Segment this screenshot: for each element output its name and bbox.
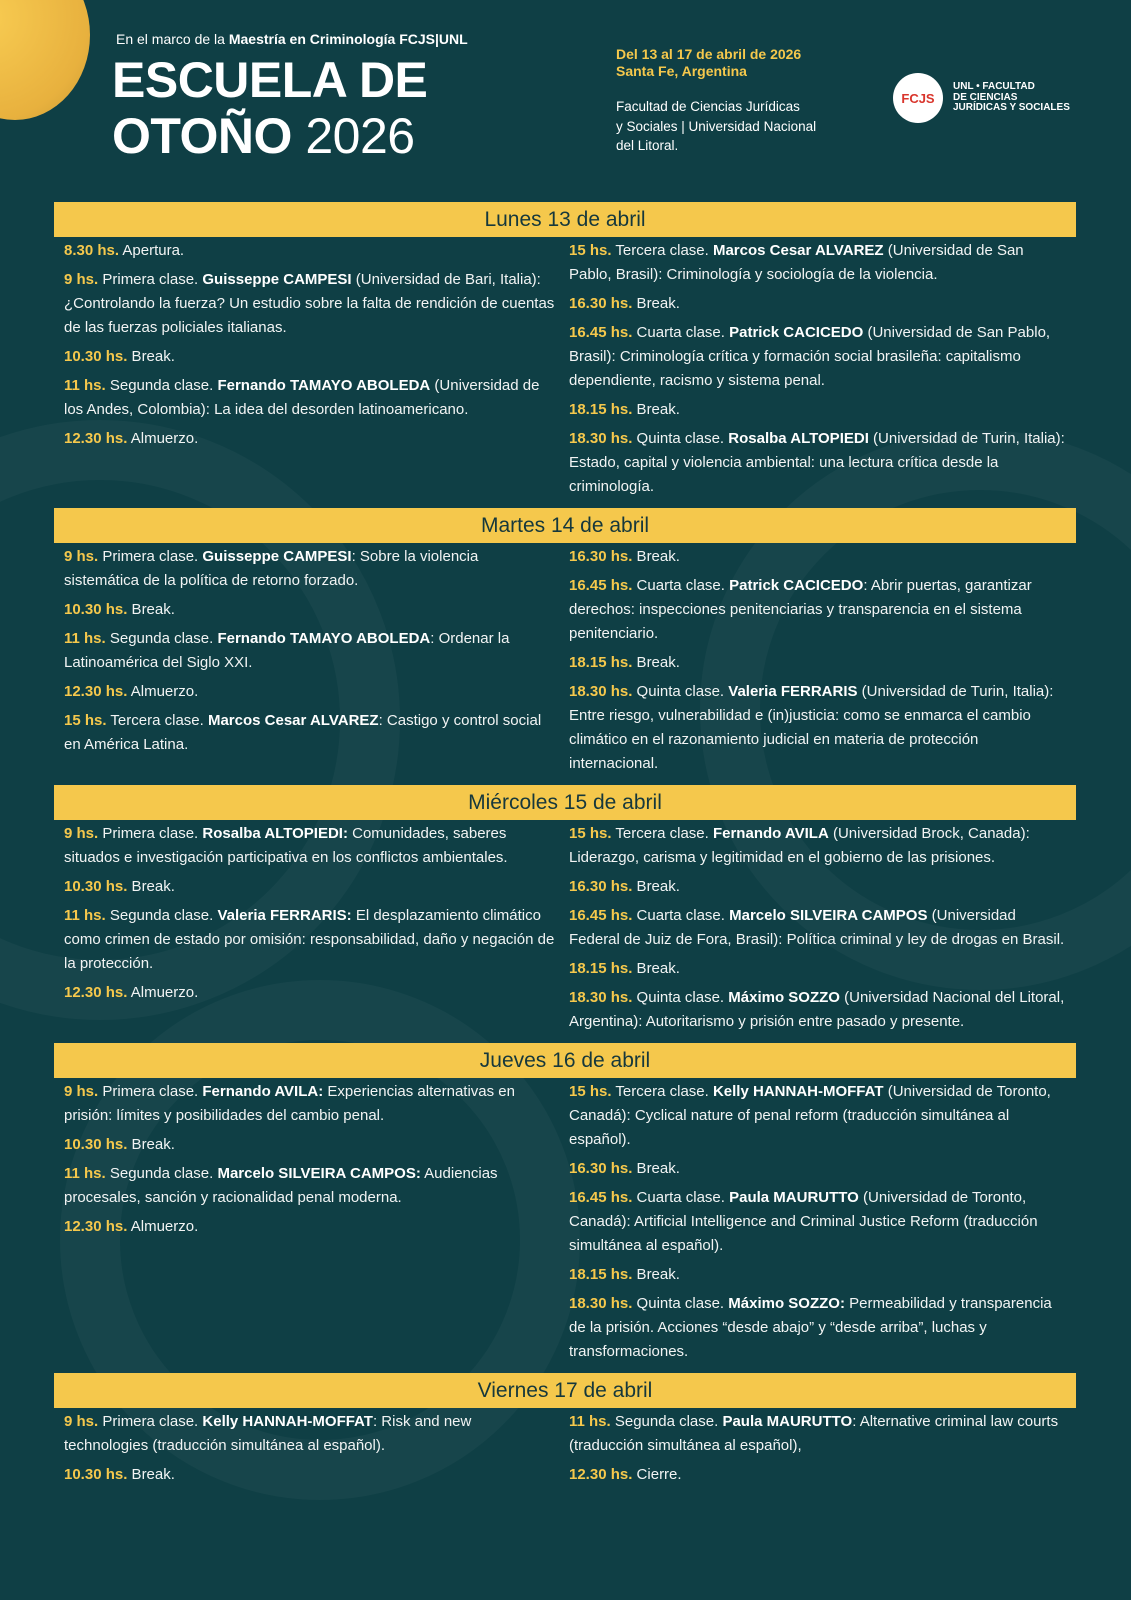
entry-text: Break. xyxy=(127,348,175,365)
schedule-entry xyxy=(64,239,555,263)
entry-description: Permeabilidad y transparencia de la prisión. Acciones “desde abajo” y “desde arriba”, luchas y transformaciones. xyxy=(569,1295,1052,1360)
entry-time: 10.30 hs. xyxy=(64,878,128,895)
entry-time: 16.30 hs. xyxy=(569,1160,633,1177)
entry-description: (Universidad Brock, Canada): Liderazgo, carisma y legitimidad en el gobierno de las prisiones. xyxy=(569,825,1030,866)
entry-text: Primera clase. xyxy=(98,548,203,565)
day-column-left xyxy=(54,1080,565,1369)
fcjs-logo xyxy=(893,73,1070,123)
schedule-entry xyxy=(64,627,555,675)
entry-time: 18.15 hs. xyxy=(569,654,633,671)
entry-text: Primera clase. xyxy=(98,271,203,288)
schedule-entry xyxy=(64,345,555,369)
entry-text: Tercera clase. xyxy=(611,242,713,259)
speaker-name: Rosalba ALTOPIEDI: xyxy=(202,825,348,842)
day-column-right xyxy=(565,1410,1076,1492)
entry-time: 15 hs. xyxy=(64,712,107,729)
entry-description: Experiencias alternativas en prisión: límites y posibilidades del cambio penal. xyxy=(64,1083,515,1124)
entry-text: Tercera clase. xyxy=(106,712,208,729)
day-title: Miércoles 15 de abril xyxy=(54,785,1076,820)
entry-text: Primera clase. xyxy=(98,1083,203,1100)
schedule-entry xyxy=(64,981,555,1005)
schedule-entry xyxy=(569,875,1066,899)
schedule-entry xyxy=(64,427,555,451)
entry-text: Break. xyxy=(632,878,680,895)
entry-text: Cierre. xyxy=(632,1466,682,1483)
entry-time: 9 hs. xyxy=(64,548,99,565)
schedule-entry xyxy=(569,822,1066,870)
schedule-entry xyxy=(569,545,1066,569)
day-column-right xyxy=(565,1080,1076,1369)
schedule-entry xyxy=(64,1410,555,1458)
schedule-entry xyxy=(64,822,555,870)
entry-time: 11 hs. xyxy=(64,1165,106,1182)
entry-text: Tercera clase. xyxy=(611,1083,713,1100)
speaker-name: Rosalba ALTOPIEDI xyxy=(728,430,869,447)
entry-description: Comunidades, saberes situados e investigación participativa en los conflictos ambientales. xyxy=(64,825,508,866)
entry-text: Break. xyxy=(127,878,175,895)
entry-text: Break. xyxy=(632,295,680,312)
entry-text: Segunda clase. xyxy=(105,377,218,394)
entry-description: : Abrir puertas, garantizar derechos: inspecciones penitenciarias y transparencia en el sistema penitenciario. xyxy=(569,577,1032,642)
entry-time: 18.15 hs. xyxy=(569,1266,633,1283)
day-section xyxy=(54,1373,1076,1496)
entry-description: (Universidad Federal de Juiz de Fora, Brasil): Política criminal y ley de drogas en Brasil. xyxy=(569,907,1065,948)
entry-description: (Universidad de Toronto, Canadá): Artificial Intelligence and Criminal Justice Reform (traducción simultánea al español). xyxy=(569,1189,1038,1254)
day-column-left xyxy=(54,822,565,1039)
schedule-entry xyxy=(64,1463,555,1487)
schedule-entry xyxy=(569,957,1066,981)
entry-description: : Alternative criminal law courts (traducción simultánea al español), xyxy=(569,1413,1059,1454)
fcjs-logo-mark: FCJS xyxy=(893,73,943,123)
entry-time: 15 hs. xyxy=(569,825,612,842)
speaker-name: Fernando TAMAYO ABOLEDA xyxy=(217,377,431,394)
entry-time: 16.30 hs. xyxy=(569,295,633,312)
speaker-name: Marcelo SILVEIRA CAMPOS: xyxy=(217,1165,421,1182)
entry-text: Segunda clase. xyxy=(105,1165,218,1182)
speaker-name: Guisseppe CAMPESI xyxy=(202,271,352,288)
schedule-entry xyxy=(569,1186,1066,1258)
entry-time: 18.30 hs. xyxy=(569,430,633,447)
entry-time: 16.30 hs. xyxy=(569,878,633,895)
schedule-entry xyxy=(569,1263,1066,1287)
entry-time: 16.45 hs. xyxy=(569,324,633,341)
schedule-entry xyxy=(64,1215,555,1239)
schedule-entry xyxy=(64,1162,555,1210)
day-title: Jueves 16 de abril xyxy=(54,1043,1076,1078)
day-title: Viernes 17 de abril xyxy=(54,1373,1076,1408)
entry-text: Break. xyxy=(632,401,680,418)
speaker-name: Máximo SOZZO xyxy=(728,989,840,1006)
entry-text: Quinta clase. xyxy=(632,683,729,700)
speaker-name: Fernando AVILA xyxy=(712,825,829,842)
entry-description: (Universidad de Turin, Italia): Entre riesgo, vulnerabilidad e (in)justicia: como se enmarca el cambio climático en el razonamiento judicial en materia de protección internacional. xyxy=(569,683,1054,772)
entry-description: (Universidad de Turin, Italia): Estado, capital y violencia ambiental: una lectura crítica desde la criminología. xyxy=(569,430,1065,495)
schedule-entry xyxy=(64,875,555,899)
day-title: Lunes 13 de abril xyxy=(54,202,1076,237)
entry-time: 8.30 hs. xyxy=(64,242,120,259)
entry-time: 9 hs. xyxy=(64,1413,99,1430)
schedule-entry xyxy=(569,651,1066,675)
day-column-right xyxy=(565,822,1076,1039)
day-section xyxy=(54,202,1076,508)
schedule-entry xyxy=(569,1463,1066,1487)
speaker-name: Fernando AVILA: xyxy=(202,1083,324,1100)
schedule-entry xyxy=(64,598,555,622)
entry-time: 9 hs. xyxy=(64,1083,99,1100)
speaker-name: Valeria FERRARIS: xyxy=(217,907,352,924)
entry-text: Almuerzo. xyxy=(127,683,199,700)
schedule-entry xyxy=(64,709,555,757)
entry-text: Apertura. xyxy=(119,242,185,259)
entry-text: Primera clase. xyxy=(98,825,203,842)
entry-text: Cuarta clase. xyxy=(632,907,730,924)
page-title xyxy=(112,52,427,164)
entry-time: 12.30 hs. xyxy=(569,1466,633,1483)
entry-text: Break. xyxy=(127,1136,175,1153)
entry-time: 16.45 hs. xyxy=(569,907,633,924)
entry-time: 16.30 hs. xyxy=(569,548,633,565)
entry-time: 12.30 hs. xyxy=(64,1218,128,1235)
speaker-name: Fernando TAMAYO ABOLEDA xyxy=(217,630,431,647)
entry-text: Break. xyxy=(632,1160,680,1177)
schedule-entry xyxy=(64,374,555,422)
entry-text: Quinta clase. xyxy=(632,430,729,447)
speaker-name: Paula MAURUTTO xyxy=(722,1413,853,1430)
entry-description: : Sobre la violencia sistemática de la política de retorno forzado. xyxy=(64,548,479,589)
entry-time: 18.30 hs. xyxy=(569,989,633,1006)
entry-time: 18.15 hs. xyxy=(569,401,633,418)
schedule-entry xyxy=(569,321,1066,393)
schedule-entry xyxy=(569,398,1066,422)
header xyxy=(0,0,1131,200)
entry-text: Segunda clase. xyxy=(105,907,218,924)
entry-time: 11 hs. xyxy=(64,377,106,394)
schedule xyxy=(54,202,1076,1496)
schedule-entry xyxy=(64,904,555,976)
entry-text: Cuarta clase. xyxy=(632,324,730,341)
entry-description: : Ordenar la Latinoamérica del Siglo XXI. xyxy=(64,630,510,671)
day-column-right xyxy=(565,545,1076,781)
entry-text: Cuarta clase. xyxy=(632,577,730,594)
day-section xyxy=(54,508,1076,785)
entry-time: 9 hs. xyxy=(64,271,99,288)
entry-text: Segunda clase. xyxy=(610,1413,723,1430)
day-section xyxy=(54,785,1076,1043)
entry-text: Almuerzo. xyxy=(127,984,199,1001)
entry-description: (Universidad Nacional del Litoral, Argentina): Autoritarismo y prisión entre pasado y presente. xyxy=(569,989,1065,1030)
entry-text: Break. xyxy=(632,960,680,977)
speaker-name: Valeria FERRARIS xyxy=(728,683,858,700)
schedule-entry xyxy=(64,1080,555,1128)
schedule-entry xyxy=(569,292,1066,316)
schedule-entry xyxy=(569,680,1066,776)
day-column-left xyxy=(54,239,565,504)
schedule-entry xyxy=(64,680,555,704)
entry-time: 11 hs. xyxy=(64,630,106,647)
speaker-name: Kelly HANNAH-MOFFAT xyxy=(202,1413,373,1430)
speaker-name: Máximo SOZZO: xyxy=(728,1295,845,1312)
entry-time: 15 hs. xyxy=(569,1083,612,1100)
entry-time: 10.30 hs. xyxy=(64,601,128,618)
entry-text: Almuerzo. xyxy=(127,430,199,447)
entry-text: Break. xyxy=(632,1266,680,1283)
faculty-info: Facultad de Ciencias Jurídicas y Sociales | Universidad Nacional del Litoral. xyxy=(616,99,817,153)
entry-time: 11 hs. xyxy=(569,1413,611,1430)
title-year: 2026 xyxy=(305,108,415,164)
schedule-entry xyxy=(569,904,1066,952)
schedule-entry xyxy=(569,986,1066,1034)
day-section xyxy=(54,1043,1076,1373)
entry-text: Primera clase. xyxy=(98,1413,203,1430)
speaker-name: Marcelo SILVEIRA CAMPOS xyxy=(729,907,928,924)
schedule-entry xyxy=(569,1157,1066,1181)
entry-text: Tercera clase. xyxy=(611,825,713,842)
speaker-name: Marcos Cesar ALVAREZ xyxy=(207,712,379,729)
entry-description: Audiencias procesales, sanción y racionalidad penal moderna. xyxy=(64,1165,498,1206)
schedule-entry xyxy=(64,545,555,593)
schedule-entry xyxy=(64,268,555,340)
entry-time: 16.45 hs. xyxy=(569,577,633,594)
entry-text: Cuarta clase. xyxy=(632,1189,730,1206)
entry-text: Almuerzo. xyxy=(127,1218,199,1235)
entry-time: 12.30 hs. xyxy=(64,430,128,447)
entry-time: 9 hs. xyxy=(64,825,99,842)
entry-time: 18.30 hs. xyxy=(569,1295,633,1312)
entry-description: (Universidad de Toronto, Canadá): Cyclical nature of penal reform (traducción simultánea al español). xyxy=(569,1083,1051,1148)
speaker-name: Paula MAURUTTO xyxy=(729,1189,859,1206)
entry-text: Break. xyxy=(127,1466,175,1483)
fcjs-logo-text: UNL • FACULTAD DE CIENCIAS JURÍDICAS Y SOCIALES xyxy=(953,81,1070,114)
speaker-name: Kelly HANNAH-MOFFAT xyxy=(712,1083,884,1100)
schedule-entry xyxy=(569,1080,1066,1152)
entry-time: 12.30 hs. xyxy=(64,984,128,1001)
speaker-name: Guisseppe CAMPESI xyxy=(202,548,352,565)
title-line-2: OTOÑO 2026 xyxy=(112,108,415,164)
entry-description: (Universidad de San Pablo, Brasil): Criminología crítica y formación social brasileña: capitalismo dependiente, racismo y sistema penal. xyxy=(569,324,1051,389)
entry-description: (Universidad de San Pablo, Brasil): Criminología y sociología de la violencia. xyxy=(569,242,1024,283)
entry-time: 10.30 hs. xyxy=(64,1136,128,1153)
entry-time: 16.45 hs. xyxy=(569,1189,633,1206)
entry-text: Quinta clase. xyxy=(632,989,729,1006)
entry-time: 15 hs. xyxy=(569,242,612,259)
pretitle: En el marco de la Maestría en Criminología FCJS|UNL xyxy=(116,31,468,47)
title-line-1: ESCUELA DE xyxy=(112,52,428,108)
entry-description: El desplazamiento climático como crimen de estado por omisión: responsabilidad, daño y negación de la protección. xyxy=(64,907,555,972)
event-dates: Del 13 al 17 de abril de 2026 Santa Fe, Argentina xyxy=(616,46,802,79)
entry-time: 10.30 hs. xyxy=(64,348,128,365)
day-column-left xyxy=(54,1410,565,1492)
schedule-entry xyxy=(569,427,1066,499)
entry-text: Break. xyxy=(632,654,680,671)
entry-description: (Universidad de Bari, Italia): ¿Controlando la fuerza? Un estudio sobre la falta de rendición de cuentas de las fuerzas policiales italianas. xyxy=(64,271,555,336)
entry-description: : Risk and new technologies (traducción simultánea al español). xyxy=(64,1413,472,1454)
entry-text: Break. xyxy=(127,601,175,618)
entry-time: 11 hs. xyxy=(64,907,106,924)
day-column-left xyxy=(54,545,565,781)
entry-time: 18.30 hs. xyxy=(569,683,633,700)
schedule-entry xyxy=(64,1133,555,1157)
schedule-entry xyxy=(569,239,1066,287)
speaker-name: Patrick CACICEDO xyxy=(729,577,864,594)
entry-text: Quinta clase. xyxy=(632,1295,729,1312)
entry-description: (Universidad de los Andes, Colombia): La idea del desorden latinoamericano. xyxy=(64,377,540,418)
schedule-entry xyxy=(569,1410,1066,1458)
entry-description: : Castigo y control social en América Latina. xyxy=(64,712,542,753)
schedule-entry xyxy=(569,574,1066,646)
speaker-name: Patrick CACICEDO xyxy=(729,324,864,341)
day-column-right xyxy=(565,239,1076,504)
entry-time: 18.15 hs. xyxy=(569,960,633,977)
day-title: Martes 14 de abril xyxy=(54,508,1076,543)
entry-text: Segunda clase. xyxy=(105,630,218,647)
entry-time: 10.30 hs. xyxy=(64,1466,128,1483)
schedule-entry xyxy=(569,1292,1066,1364)
entry-text: Break. xyxy=(632,548,680,565)
entry-time: 12.30 hs. xyxy=(64,683,128,700)
speaker-name: Marcos Cesar ALVAREZ xyxy=(712,242,884,259)
